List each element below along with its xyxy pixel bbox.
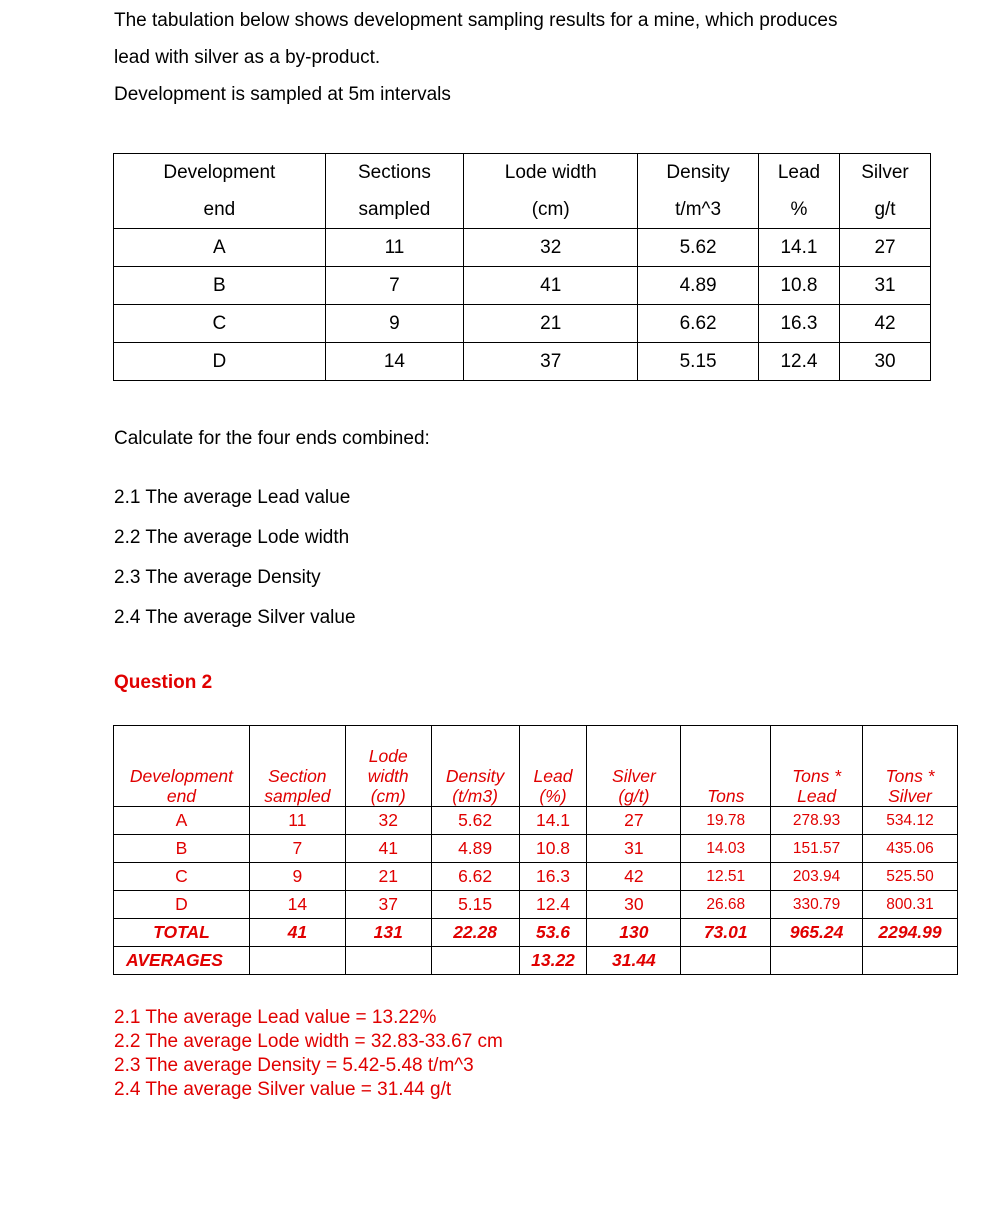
calc-list <box>114 482 356 642</box>
table-cell: 151.57 <box>771 835 863 863</box>
header-line: Tons <box>707 786 745 806</box>
table-cell: 31 <box>587 835 681 863</box>
table-cell: 37 <box>345 891 431 919</box>
table-cell: 5.62 <box>638 229 759 267</box>
intro-text <box>114 2 954 113</box>
answer-line: 2.4 The average Silver value = 31.44 g/t <box>114 1079 452 1100</box>
total-cell: 22.28 <box>431 919 519 947</box>
table-cell: 41 <box>464 267 638 305</box>
table-row <box>114 835 958 863</box>
table-cell: 21 <box>345 863 431 891</box>
header-line: Tons * <box>792 766 842 786</box>
table-row <box>114 807 958 835</box>
header-line: Section <box>268 766 327 786</box>
table-cell: A <box>114 229 326 267</box>
header-line: Tons * <box>885 766 935 786</box>
table-cell: 9 <box>325 305 463 343</box>
table-cell: 21 <box>464 305 638 343</box>
list-item: 2.4 The average Silver value <box>114 607 356 628</box>
table-cell: A <box>114 807 250 835</box>
empty-cell <box>863 947 958 975</box>
table-cell: 42 <box>840 305 931 343</box>
header-cell: Lode width <box>464 154 638 192</box>
table-cell: 11 <box>249 807 345 835</box>
table-header-row <box>114 726 958 807</box>
total-cell: 53.6 <box>519 919 587 947</box>
total-cell: 2294.99 <box>863 919 958 947</box>
table-cell: 42 <box>587 863 681 891</box>
header-cell: Silver <box>840 154 931 192</box>
table-cell: C <box>114 863 250 891</box>
header-line: Lead <box>533 766 573 786</box>
header-cell: Sections <box>325 154 463 192</box>
table-cell: 14 <box>249 891 345 919</box>
header-cell <box>863 726 958 807</box>
header-cell: (cm) <box>464 191 638 229</box>
table-cell: 16.3 <box>519 863 587 891</box>
table-cell: 26.68 <box>681 891 771 919</box>
average-cell: 31.44 <box>587 947 681 975</box>
table-cell: 10.8 <box>519 835 587 863</box>
total-cell: TOTAL <box>114 919 250 947</box>
sampling-table <box>113 153 931 381</box>
header-cell: g/t <box>840 191 931 229</box>
empty-cell <box>431 947 519 975</box>
list-item: 2.1 The average Lead value <box>114 487 351 508</box>
table-cell: 27 <box>840 229 931 267</box>
table-cell: 31 <box>840 267 931 305</box>
table-row <box>114 891 958 919</box>
table-cell: 203.94 <box>771 863 863 891</box>
average-cell: 13.22 <box>519 947 587 975</box>
table-cell: 7 <box>325 267 463 305</box>
table-cell: 12.4 <box>519 891 587 919</box>
table-cell: D <box>114 343 326 381</box>
table-cell: 41 <box>345 835 431 863</box>
header-line: end <box>166 786 197 806</box>
header-cell: % <box>758 191 839 229</box>
table-cell: D <box>114 891 250 919</box>
table-cell: 534.12 <box>863 807 958 835</box>
table-cell: 14.1 <box>519 807 587 835</box>
table-cell: 16.3 <box>758 305 839 343</box>
header-cell <box>345 726 431 807</box>
total-cell: 965.24 <box>771 919 863 947</box>
list-item: 2.3 The average Density <box>114 567 321 588</box>
calc-title: Calculate for the four ends combined: <box>114 428 430 449</box>
answer-line: 2.2 The average Lode width = 32.83-33.67 cm <box>114 1031 503 1052</box>
header-line: sampled <box>264 786 331 806</box>
header-cell <box>519 726 587 807</box>
answer-line: 2.1 The average Lead value = 13.22% <box>114 1007 437 1028</box>
table-cell: 9 <box>249 863 345 891</box>
table-cell: 14.1 <box>758 229 839 267</box>
table-row <box>114 267 931 305</box>
total-row <box>114 919 958 947</box>
header-cell <box>587 726 681 807</box>
table-cell: 6.62 <box>431 863 519 891</box>
table-cell: 525.50 <box>863 863 958 891</box>
table-cell: 32 <box>464 229 638 267</box>
table-cell: 27 <box>587 807 681 835</box>
total-cell: 41 <box>249 919 345 947</box>
header-line: (%) <box>539 786 567 806</box>
total-cell: 73.01 <box>681 919 771 947</box>
intro-line: The tabulation below shows development sampling results for a mine, which produces <box>114 10 838 31</box>
header-line: Density <box>445 766 505 786</box>
header-cell: sampled <box>325 191 463 229</box>
table-cell: 5.15 <box>431 891 519 919</box>
table-cell: 32 <box>345 807 431 835</box>
table-cell: 278.93 <box>771 807 863 835</box>
solution-table <box>113 725 958 975</box>
table-row <box>114 229 931 267</box>
table-cell: 37 <box>464 343 638 381</box>
header-cell: end <box>114 191 326 229</box>
table-cell: 4.89 <box>638 267 759 305</box>
header-cell <box>114 726 250 807</box>
table-row <box>114 305 931 343</box>
table-cell: 435.06 <box>863 835 958 863</box>
empty-cell <box>771 947 863 975</box>
header-cell <box>431 726 519 807</box>
table-cell: 30 <box>587 891 681 919</box>
header-line: width <box>367 766 409 786</box>
table-cell: B <box>114 835 250 863</box>
table-cell: 330.79 <box>771 891 863 919</box>
header-cell <box>249 726 345 807</box>
average-cell: AVERAGES <box>114 947 250 975</box>
question-heading: Question 2 <box>114 672 213 693</box>
table-cell: 4.89 <box>431 835 519 863</box>
table-cell: 5.15 <box>638 343 759 381</box>
table-row <box>114 863 958 891</box>
table-cell: C <box>114 305 326 343</box>
header-cell: Development <box>114 154 326 192</box>
header-line: Lode <box>368 746 408 766</box>
table-cell: 30 <box>840 343 931 381</box>
table-row <box>114 343 931 381</box>
header-cell: Lead <box>758 154 839 192</box>
header-line: Lead <box>797 786 837 806</box>
header-cell: Density <box>638 154 759 192</box>
header-line: (t/m3) <box>452 786 498 806</box>
total-cell: 131 <box>345 919 431 947</box>
table-cell: B <box>114 267 326 305</box>
header-line: (g/t) <box>618 786 650 806</box>
table-cell: 5.62 <box>431 807 519 835</box>
header-cell <box>681 726 771 807</box>
intro-line: lead with silver as a by-product. <box>114 47 381 68</box>
empty-cell <box>345 947 431 975</box>
table-header-row <box>114 191 931 229</box>
table-cell: 19.78 <box>681 807 771 835</box>
answer-line: 2.3 The average Density = 5.42-5.48 t/m^3 <box>114 1055 474 1076</box>
table-cell: 12.51 <box>681 863 771 891</box>
table-cell: 10.8 <box>758 267 839 305</box>
header-line: Development <box>129 766 234 786</box>
table-cell: 7 <box>249 835 345 863</box>
answers <box>114 1006 503 1102</box>
header-line: Silver <box>612 766 656 786</box>
header-cell: t/m^3 <box>638 191 759 229</box>
table-cell: 12.4 <box>758 343 839 381</box>
header-line: Silver <box>888 786 932 806</box>
total-cell: 130 <box>587 919 681 947</box>
table-header-row <box>114 154 931 192</box>
table-cell: 14.03 <box>681 835 771 863</box>
table-cell: 14 <box>325 343 463 381</box>
intro-line: Development is sampled at 5m intervals <box>114 84 451 105</box>
table-cell: 6.62 <box>638 305 759 343</box>
averages-row <box>114 947 958 975</box>
empty-cell <box>249 947 345 975</box>
list-item: 2.2 The average Lode width <box>114 527 350 548</box>
table-cell: 800.31 <box>863 891 958 919</box>
empty-cell <box>681 947 771 975</box>
table-cell: 11 <box>325 229 463 267</box>
header-line: (cm) <box>370 786 406 806</box>
header-cell <box>771 726 863 807</box>
